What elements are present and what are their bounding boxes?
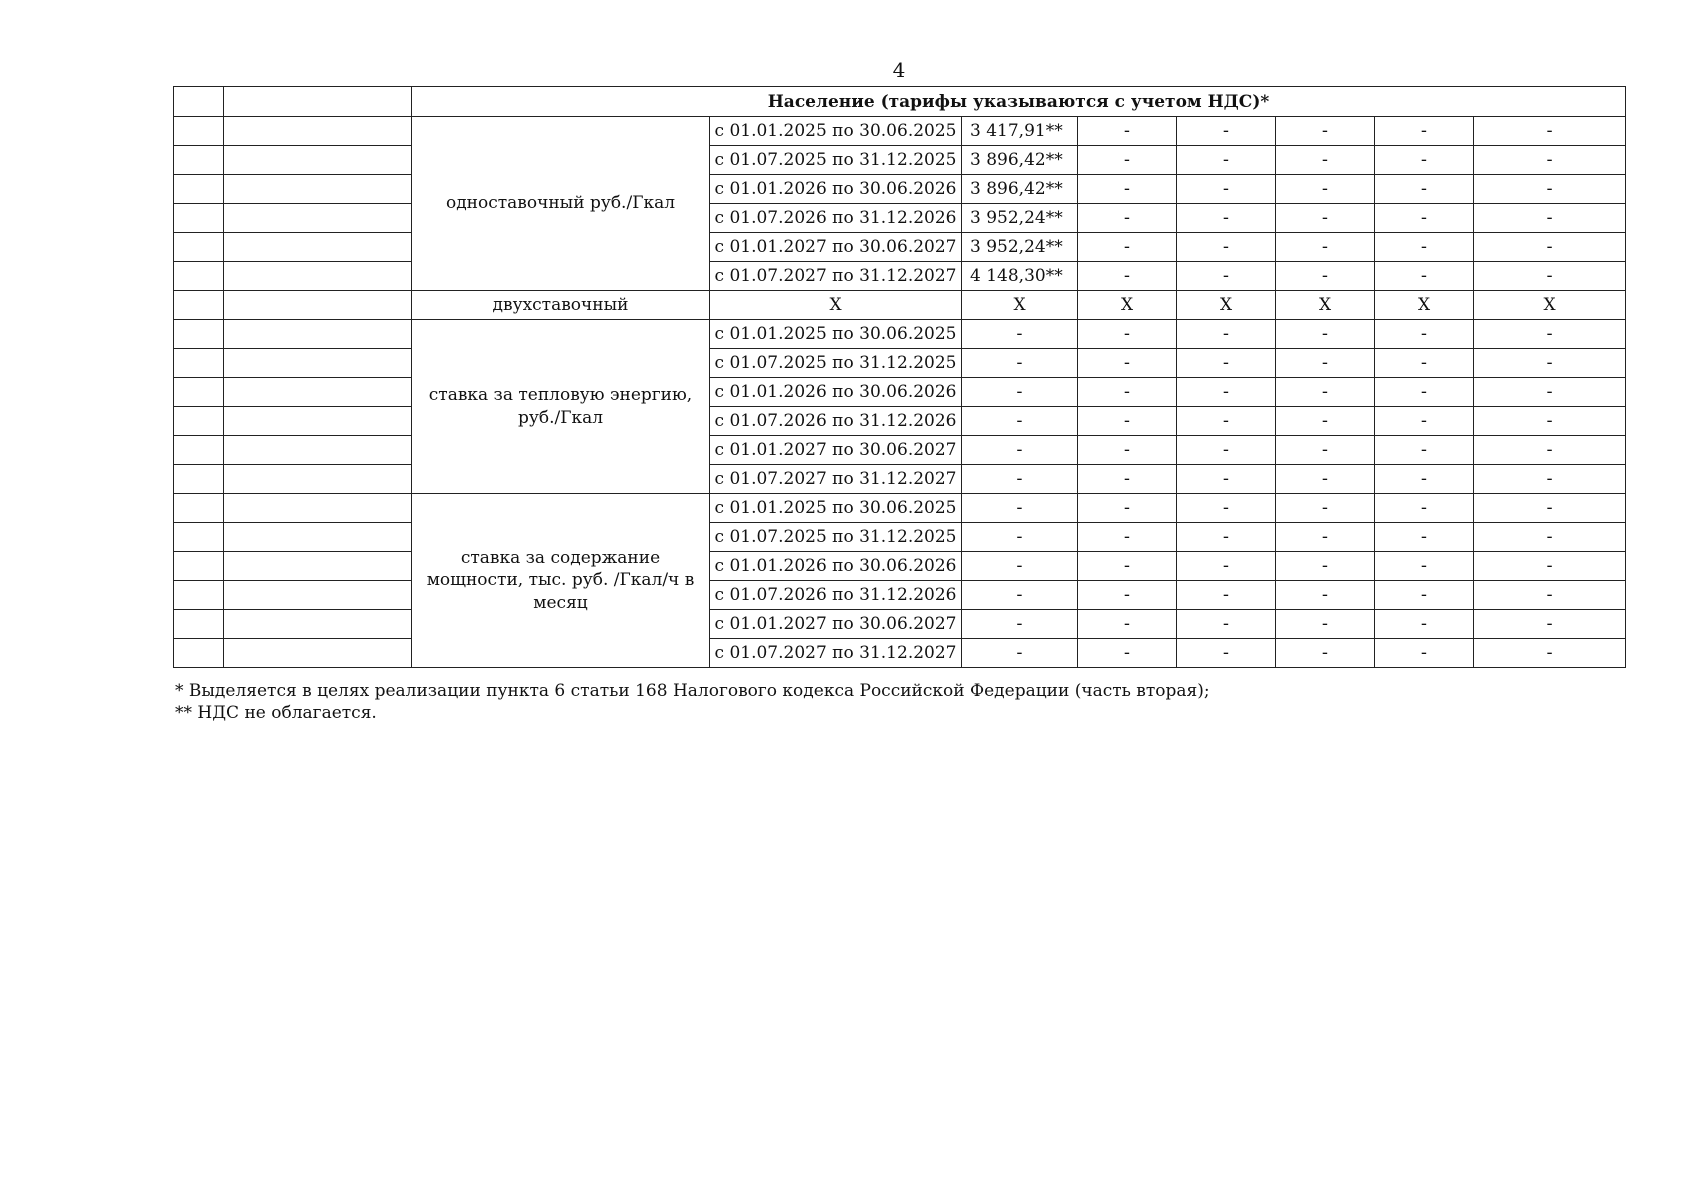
tariff-value-cell: - [962,552,1078,581]
tariff-value-cell: - [962,407,1078,436]
value-cell: - [1375,552,1474,581]
empty-cell [174,320,224,349]
period-cell: с 01.07.2026 по 31.12.2026 [710,204,962,233]
empty-cell [174,175,224,204]
tariff-group-label: одноставочный руб./Гкал [412,117,710,291]
value-cell: - [1474,610,1626,639]
period-cell: с 01.07.2027 по 31.12.2027 [710,465,962,494]
value-cell: - [1276,407,1375,436]
value-cell: - [1177,523,1276,552]
table-row [174,117,1626,146]
value-cell: - [1078,320,1177,349]
empty-cell [224,146,412,175]
value-cell: - [1474,146,1626,175]
tariff-value-cell: - [962,349,1078,378]
value-cell: - [1078,175,1177,204]
empty-cell [174,204,224,233]
value-cell: - [1474,581,1626,610]
table-row [174,581,1626,610]
empty-cell [224,552,412,581]
table-row [174,146,1626,175]
value-cell: - [1375,494,1474,523]
empty-cell [224,291,412,320]
value-cell: - [1078,233,1177,262]
x-cell: X [710,291,962,320]
value-cell: - [1276,581,1375,610]
tariff-value-cell: 3 952,24** [962,233,1078,262]
value-cell: - [1276,175,1375,204]
value-cell: - [1474,378,1626,407]
value-cell: - [1474,552,1626,581]
value-cell: - [1078,610,1177,639]
section-header: Население (тарифы указываются с учетом НДС)* [412,87,1626,117]
period-cell: с 01.07.2025 по 31.12.2025 [710,523,962,552]
table-row [174,436,1626,465]
value-cell: - [1177,581,1276,610]
value-cell: - [1276,204,1375,233]
table-row [174,175,1626,204]
empty-cell [174,465,224,494]
value-cell: - [1474,349,1626,378]
value-cell: - [1177,465,1276,494]
value-cell: - [1177,610,1276,639]
tariff-value-cell: - [962,494,1078,523]
table-row [174,262,1626,291]
period-cell: с 01.01.2026 по 30.06.2026 [710,378,962,407]
tariff-value-cell: - [962,378,1078,407]
value-cell: - [1276,233,1375,262]
tariff-value-cell: - [962,523,1078,552]
value-cell: - [1276,610,1375,639]
value-cell: - [1078,146,1177,175]
tariff-value-cell: 3 896,42** [962,175,1078,204]
header-row [174,87,1626,117]
table-row [174,233,1626,262]
value-cell: - [1375,204,1474,233]
x-cell: X [1276,291,1375,320]
empty-cell [224,610,412,639]
value-cell: - [1474,117,1626,146]
footnote-no-vat: ** НДС не облагается. [175,703,377,723]
value-cell: - [1375,581,1474,610]
empty-cell [224,581,412,610]
x-cell: X [962,291,1078,320]
empty-cell [174,262,224,291]
value-cell: - [1276,146,1375,175]
value-cell: - [1078,436,1177,465]
value-cell: - [1078,204,1177,233]
value-cell: - [1177,552,1276,581]
value-cell: - [1375,349,1474,378]
value-cell: - [1474,320,1626,349]
empty-cell [224,175,412,204]
empty-cell [174,639,224,668]
value-cell: - [1474,204,1626,233]
tariff-value-cell: - [962,320,1078,349]
empty-cell [224,465,412,494]
empty-cell [224,87,412,117]
period-cell: с 01.01.2026 по 30.06.2026 [710,552,962,581]
value-cell: - [1078,378,1177,407]
value-cell: - [1375,639,1474,668]
value-cell: - [1177,117,1276,146]
period-cell: с 01.01.2027 по 30.06.2027 [710,436,962,465]
empty-cell [224,639,412,668]
tariff-value-cell: - [962,581,1078,610]
empty-cell [224,262,412,291]
value-cell: - [1375,117,1474,146]
table-row [174,320,1626,349]
value-cell: - [1474,407,1626,436]
value-cell: - [1276,494,1375,523]
period-cell: с 01.07.2025 по 31.12.2025 [710,349,962,378]
value-cell: - [1078,639,1177,668]
empty-cell [174,494,224,523]
period-cell: с 01.07.2026 по 31.12.2026 [710,581,962,610]
x-cell: X [1474,291,1626,320]
empty-cell [174,87,224,117]
value-cell: - [1177,320,1276,349]
period-cell: с 01.07.2027 по 31.12.2027 [710,639,962,668]
tariff-value-cell: - [962,610,1078,639]
value-cell: - [1474,465,1626,494]
table-row [174,610,1626,639]
empty-cell [224,378,412,407]
value-cell: - [1078,407,1177,436]
value-cell: - [1078,494,1177,523]
period-cell: с 01.07.2026 по 31.12.2026 [710,407,962,436]
value-cell: - [1276,262,1375,291]
tariff-value-cell: - [962,639,1078,668]
tariff-table [173,86,1626,668]
tariff-group-label: ставка за содержание мощности, тыс. руб. /Гкал/ч в месяц [412,494,710,668]
empty-cell [174,610,224,639]
value-cell: - [1474,494,1626,523]
table-row [174,639,1626,668]
value-cell: - [1375,175,1474,204]
empty-cell [224,436,412,465]
value-cell: - [1078,117,1177,146]
empty-cell [224,494,412,523]
tariff-value-cell: 4 148,30** [962,262,1078,291]
value-cell: - [1375,233,1474,262]
value-cell: - [1177,639,1276,668]
value-cell: - [1177,146,1276,175]
empty-cell [174,233,224,262]
footnote-vat: * Выделяется в целях реализации пункта 6 статьи 168 Налогового кодекса Российской Федерации (часть вторая); [175,681,1210,701]
period-cell: с 01.01.2027 по 30.06.2027 [710,233,962,262]
table-row [174,494,1626,523]
value-cell: - [1375,262,1474,291]
value-cell: - [1078,581,1177,610]
value-cell: - [1276,523,1375,552]
table-row [174,465,1626,494]
value-cell: - [1276,639,1375,668]
value-cell: - [1375,378,1474,407]
empty-cell [174,378,224,407]
empty-cell [224,407,412,436]
value-cell: - [1177,349,1276,378]
empty-cell [224,320,412,349]
empty-cell [174,349,224,378]
value-cell: - [1375,610,1474,639]
empty-cell [224,523,412,552]
empty-cell [174,523,224,552]
page-number: 4 [892,58,906,82]
empty-cell [174,291,224,320]
x-cell: X [1177,291,1276,320]
period-cell: с 01.01.2027 по 30.06.2027 [710,610,962,639]
tariff-value-cell: - [962,436,1078,465]
period-cell: с 01.01.2025 по 30.06.2025 [710,320,962,349]
empty-cell [174,552,224,581]
value-cell: - [1177,436,1276,465]
table-row [174,291,1626,320]
value-cell: - [1177,204,1276,233]
table-row [174,523,1626,552]
value-cell: - [1375,436,1474,465]
empty-cell [174,436,224,465]
value-cell: - [1078,523,1177,552]
value-cell: - [1276,552,1375,581]
value-cell: - [1177,407,1276,436]
value-cell: - [1276,465,1375,494]
value-cell: - [1276,378,1375,407]
table-row [174,407,1626,436]
value-cell: - [1474,523,1626,552]
table-row [174,204,1626,233]
x-cell: X [1078,291,1177,320]
value-cell: - [1078,552,1177,581]
value-cell: - [1177,175,1276,204]
tariff-value-cell: 3 896,42** [962,146,1078,175]
value-cell: - [1375,146,1474,175]
value-cell: - [1276,436,1375,465]
table-row [174,349,1626,378]
value-cell: - [1078,262,1177,291]
empty-cell [224,349,412,378]
value-cell: - [1375,523,1474,552]
tariff-value-cell: 3 952,24** [962,204,1078,233]
value-cell: - [1078,465,1177,494]
table-row [174,552,1626,581]
empty-cell [174,581,224,610]
value-cell: - [1375,465,1474,494]
value-cell: - [1375,407,1474,436]
empty-cell [174,117,224,146]
value-cell: - [1474,639,1626,668]
x-cell: X [1375,291,1474,320]
value-cell: - [1276,117,1375,146]
period-cell: с 01.01.2025 по 30.06.2025 [710,117,962,146]
period-cell: с 01.01.2026 по 30.06.2026 [710,175,962,204]
empty-cell [224,204,412,233]
value-cell: - [1177,378,1276,407]
tariff-value-cell: - [962,465,1078,494]
value-cell: - [1078,349,1177,378]
tariff-group-label: ставка за тепловую энергию, руб./Гкал [412,320,710,494]
table-row [174,378,1626,407]
value-cell: - [1474,175,1626,204]
footnotes [175,680,1210,724]
value-cell: - [1474,233,1626,262]
period-cell: с 01.01.2025 по 30.06.2025 [710,494,962,523]
value-cell: - [1276,320,1375,349]
value-cell: - [1177,494,1276,523]
value-cell: - [1177,262,1276,291]
value-cell: - [1474,436,1626,465]
tariff-group-label: двухставочный [412,291,710,320]
value-cell: - [1177,233,1276,262]
value-cell: - [1474,262,1626,291]
value-cell: - [1276,349,1375,378]
period-cell: с 01.07.2027 по 31.12.2027 [710,262,962,291]
value-cell: - [1375,320,1474,349]
empty-cell [174,146,224,175]
empty-cell [224,233,412,262]
tariff-value-cell: 3 417,91** [962,117,1078,146]
period-cell: с 01.07.2025 по 31.12.2025 [710,146,962,175]
empty-cell [174,407,224,436]
empty-cell [224,117,412,146]
